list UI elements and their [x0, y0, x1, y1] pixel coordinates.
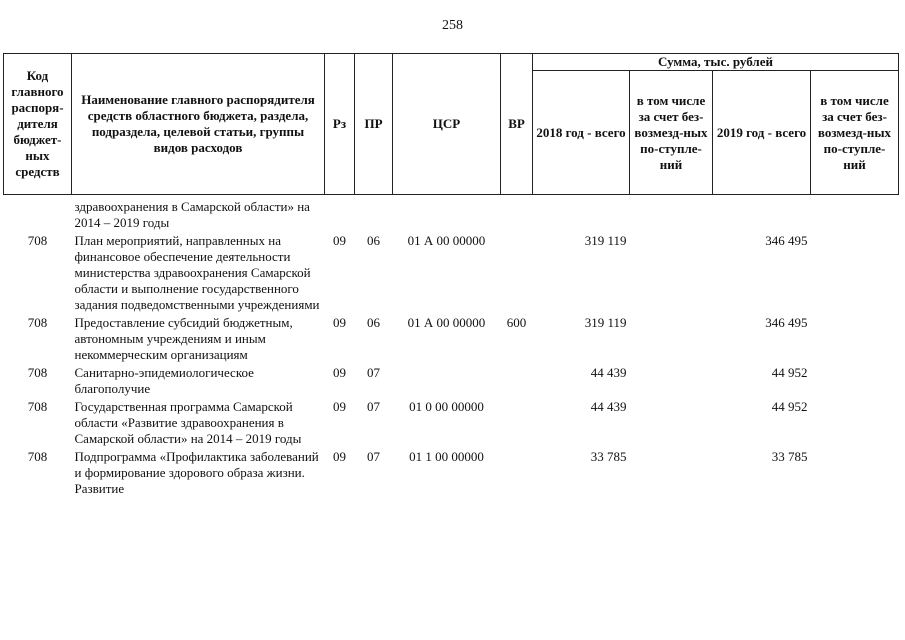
- cell-name: План мероприятий, направленных на финансовое обеспечение деятельности министерства здравоохранения Самарской области и выполнение государственного задания подведомственными учреждениями: [74, 233, 320, 312]
- cell-name: Государственная программа Самарской области «Развитие здравоохранения в Самарской области» на 2014 – 2019 годы: [74, 399, 302, 446]
- table-row: [4, 315, 899, 365]
- cell-code: 708: [27, 365, 48, 380]
- cell-rz: 09: [333, 315, 346, 330]
- cell-rz: 09: [333, 233, 346, 248]
- cell-vr: [501, 399, 533, 449]
- header-2018-incl: в том числе за счет без-возмезд-ных по-ступле-ний: [630, 71, 713, 195]
- cell-code: 708: [27, 399, 48, 414]
- cell-vr: [501, 449, 533, 499]
- cell-vr: [501, 365, 533, 399]
- cell-rz: [325, 195, 355, 234]
- cell-2019-incl: [811, 365, 899, 399]
- cell-pr: 07: [367, 399, 380, 414]
- cell-2019-total: 346 495: [765, 233, 808, 248]
- table-row: [4, 233, 899, 315]
- cell-2019-incl: [811, 195, 899, 234]
- cell-2018-incl: [630, 195, 713, 234]
- header-pr: ПР: [355, 54, 393, 195]
- cell-2018-incl: [630, 233, 713, 315]
- cell-2019-incl: [811, 315, 899, 365]
- cell-2018-total: [533, 195, 630, 234]
- header-rz: Рз: [325, 54, 355, 195]
- cell-pr: 06: [367, 233, 380, 248]
- cell-2019-incl: [811, 233, 899, 315]
- cell-csr: [393, 195, 501, 234]
- cell-pr: 07: [367, 449, 380, 464]
- table-header: [4, 54, 899, 195]
- cell-2019-total: [713, 195, 811, 234]
- cell-2019-total: 33 785: [771, 449, 808, 464]
- table-row: [4, 195, 899, 234]
- header-2019-total: 2019 год - всего: [713, 71, 811, 195]
- cell-2019-total: 346 495: [765, 315, 808, 330]
- cell-vr: [501, 195, 533, 234]
- cell-name: здравоохранения в Самарской области» на 2014 – 2019 годы: [74, 199, 310, 230]
- header-2018-total: 2018 год - всего: [533, 71, 630, 195]
- cell-pr: [355, 195, 393, 234]
- cell-2018-total: 33 785: [590, 449, 627, 464]
- cell-csr: 01 1 00 00000: [409, 449, 484, 464]
- cell-csr: [393, 365, 501, 399]
- cell-rz: 09: [333, 365, 346, 380]
- cell-csr: 01 А 00 00000: [407, 315, 486, 330]
- cell-2019-total: 44 952: [771, 365, 808, 380]
- cell-code: [4, 195, 72, 234]
- header-2019-incl: в том числе за счет без-возмезд-ных по-ступле-ний: [811, 71, 899, 195]
- cell-2019-incl: [811, 399, 899, 449]
- table-row: [4, 449, 899, 499]
- cell-pr: 06: [367, 315, 380, 330]
- cell-2018-total: 319 119: [584, 233, 627, 248]
- table-row: [4, 365, 899, 399]
- header-vr: ВР: [501, 54, 533, 195]
- table-row: [4, 399, 899, 449]
- cell-name: Подпрограмма «Профилактика заболеваний и формирование здорового образа жизни. Развитие: [74, 449, 319, 496]
- table-body: [4, 195, 899, 500]
- cell-2018-incl: [630, 449, 713, 499]
- header-name: Наименование главного распорядителя средств областного бюджета, раздела, подраздела, целевой статьи, группы видов расходов: [72, 54, 325, 195]
- cell-rz: 09: [333, 449, 346, 464]
- cell-2019-total: 44 952: [771, 399, 808, 414]
- cell-2019-incl: [811, 449, 899, 499]
- header-sum: Сумма, тыс. рублей: [533, 54, 899, 71]
- header-code: Код главного распоря-дителя бюджет-ных средств: [4, 54, 72, 195]
- header-csr: ЦСР: [393, 54, 501, 195]
- cell-2018-incl: [630, 365, 713, 399]
- cell-csr: 01 0 00 00000: [409, 399, 484, 414]
- cell-2018-total: 319 119: [584, 315, 627, 330]
- cell-name: Санитарно-эпидемиологическое благополучие: [74, 365, 254, 396]
- cell-2018-incl: [630, 399, 713, 449]
- cell-2018-incl: [630, 315, 713, 365]
- cell-code: 708: [27, 449, 48, 464]
- cell-2018-total: 44 439: [590, 399, 627, 414]
- cell-rz: 09: [333, 399, 346, 414]
- cell-vr: 600: [506, 315, 527, 330]
- page-number: 258: [442, 18, 463, 33]
- cell-code: 708: [27, 233, 48, 248]
- cell-name: Предоставление субсидий бюджетным, автономным учреждениям и иным некоммерческим организациям: [74, 315, 293, 362]
- cell-pr: 07: [367, 365, 380, 380]
- cell-code: 708: [27, 315, 48, 330]
- cell-2018-total: 44 439: [590, 365, 627, 380]
- budget-table: [3, 53, 899, 499]
- cell-csr: 01 А 00 00000: [407, 233, 486, 248]
- cell-vr: [501, 233, 533, 315]
